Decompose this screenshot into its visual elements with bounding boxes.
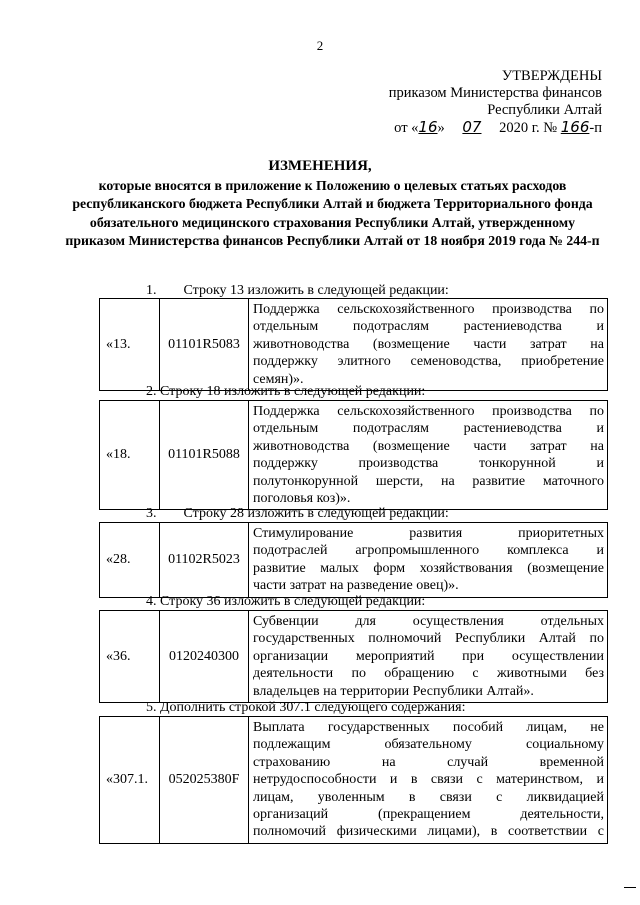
page-edge-mark <box>624 887 636 888</box>
row-code: «36. <box>100 611 160 703</box>
row-table-28 <box>99 522 608 598</box>
approval-line3: Республики Алтай <box>487 102 602 118</box>
document-subtitle: которые вносятся в приложение к Положению о целевых статьях расходов республиканского бюджета Республики Алтай и бюджета Территориального фонда обязательного медицинского страхования Республики Алтай, утвержденному приказом Министерства финансов Республики Алтай от 18 ноября 2019 года № 244-п <box>65 178 600 249</box>
row-table-13 <box>99 298 608 391</box>
instruction-1: 1. Строку 13 изложить в следующей редакции: <box>146 283 449 298</box>
instruction-4: 4. Строку 36 изложить в следующей редакции: <box>146 594 426 609</box>
row-code: «307.1. <box>100 717 160 844</box>
row-table-36 <box>99 610 608 703</box>
row-table-18 <box>99 400 608 510</box>
row-description: Поддержка сельскохозяйственного производства по отдельным подотраслям растениеводства и животноводства (возмещение части затрат на поддержку производства тонкорунной и полутонкорунной шерсти, на развитие маточного поголовья коз)». <box>249 401 608 510</box>
table-row <box>100 401 608 510</box>
table-row <box>100 611 608 703</box>
approval-title: УТВЕРЖДЕНЫ <box>501 68 602 84</box>
approval-date: от «16» 07 2020 г. № 166-п <box>394 118 602 136</box>
instruction-2: 2. Строку 18 изложить в следующей редакции: <box>146 384 426 399</box>
approval-line2: приказом Министерства финансов <box>388 85 602 101</box>
instruction-5: 5. Дополнить строкой 307.1 следующего содержания: <box>146 700 466 715</box>
approval-month: 07 <box>462 118 482 136</box>
table-row <box>100 717 608 844</box>
approval-block <box>362 68 602 137</box>
row-code: «13. <box>100 299 160 391</box>
row-kbk: 01101R5088 <box>160 401 249 510</box>
row-kbk: 052025380F <box>160 717 249 844</box>
approval-day: 16 <box>418 118 438 136</box>
table-row <box>100 299 608 391</box>
table-row <box>100 523 608 598</box>
document-title: ИЗМЕНЕНИЯ, <box>268 158 372 174</box>
row-kbk: 01101R5083 <box>160 299 249 391</box>
row-table-307-1 <box>99 716 608 844</box>
row-description: Стимулирование развития приоритетных подотраслей агропромышленного комплекса и развитие малых форм хозяйствования (возмещение части затрат на разведение овец)». <box>249 523 608 598</box>
instruction-3: 3. Строку 28 изложить в следующей редакции: <box>146 506 449 521</box>
row-kbk: 01102R5023 <box>160 523 249 598</box>
row-kbk: 0120240300 <box>160 611 249 703</box>
row-description: Поддержка сельскохозяйственного производства по отдельным подотраслям растениеводства и животноводства (возмещение части затрат на поддержку элитного семеноводства, приобретение семян)». <box>249 299 608 391</box>
page-number: 2 <box>316 38 324 53</box>
approval-number: 166 <box>560 118 590 136</box>
row-description: Субвенции для осуществления отдельных государственных полномочий Республики Алтай по организации мероприятий при осуществлении деятельности по обращению с животными без владельцев на территории Республики Алтай». <box>249 611 608 703</box>
row-code: «18. <box>100 401 160 510</box>
row-code: «28. <box>100 523 160 598</box>
row-description: Выплата государственных пособий лицам, не подлежащим обязательному социальному страхованию на случай временной нетрудоспособности и в связи с материнством, и лицам, уволенным в связи с ликвидацией организаций (прекращением деятельности, полномочий физическими лицами), в соответствии с <box>249 717 608 844</box>
